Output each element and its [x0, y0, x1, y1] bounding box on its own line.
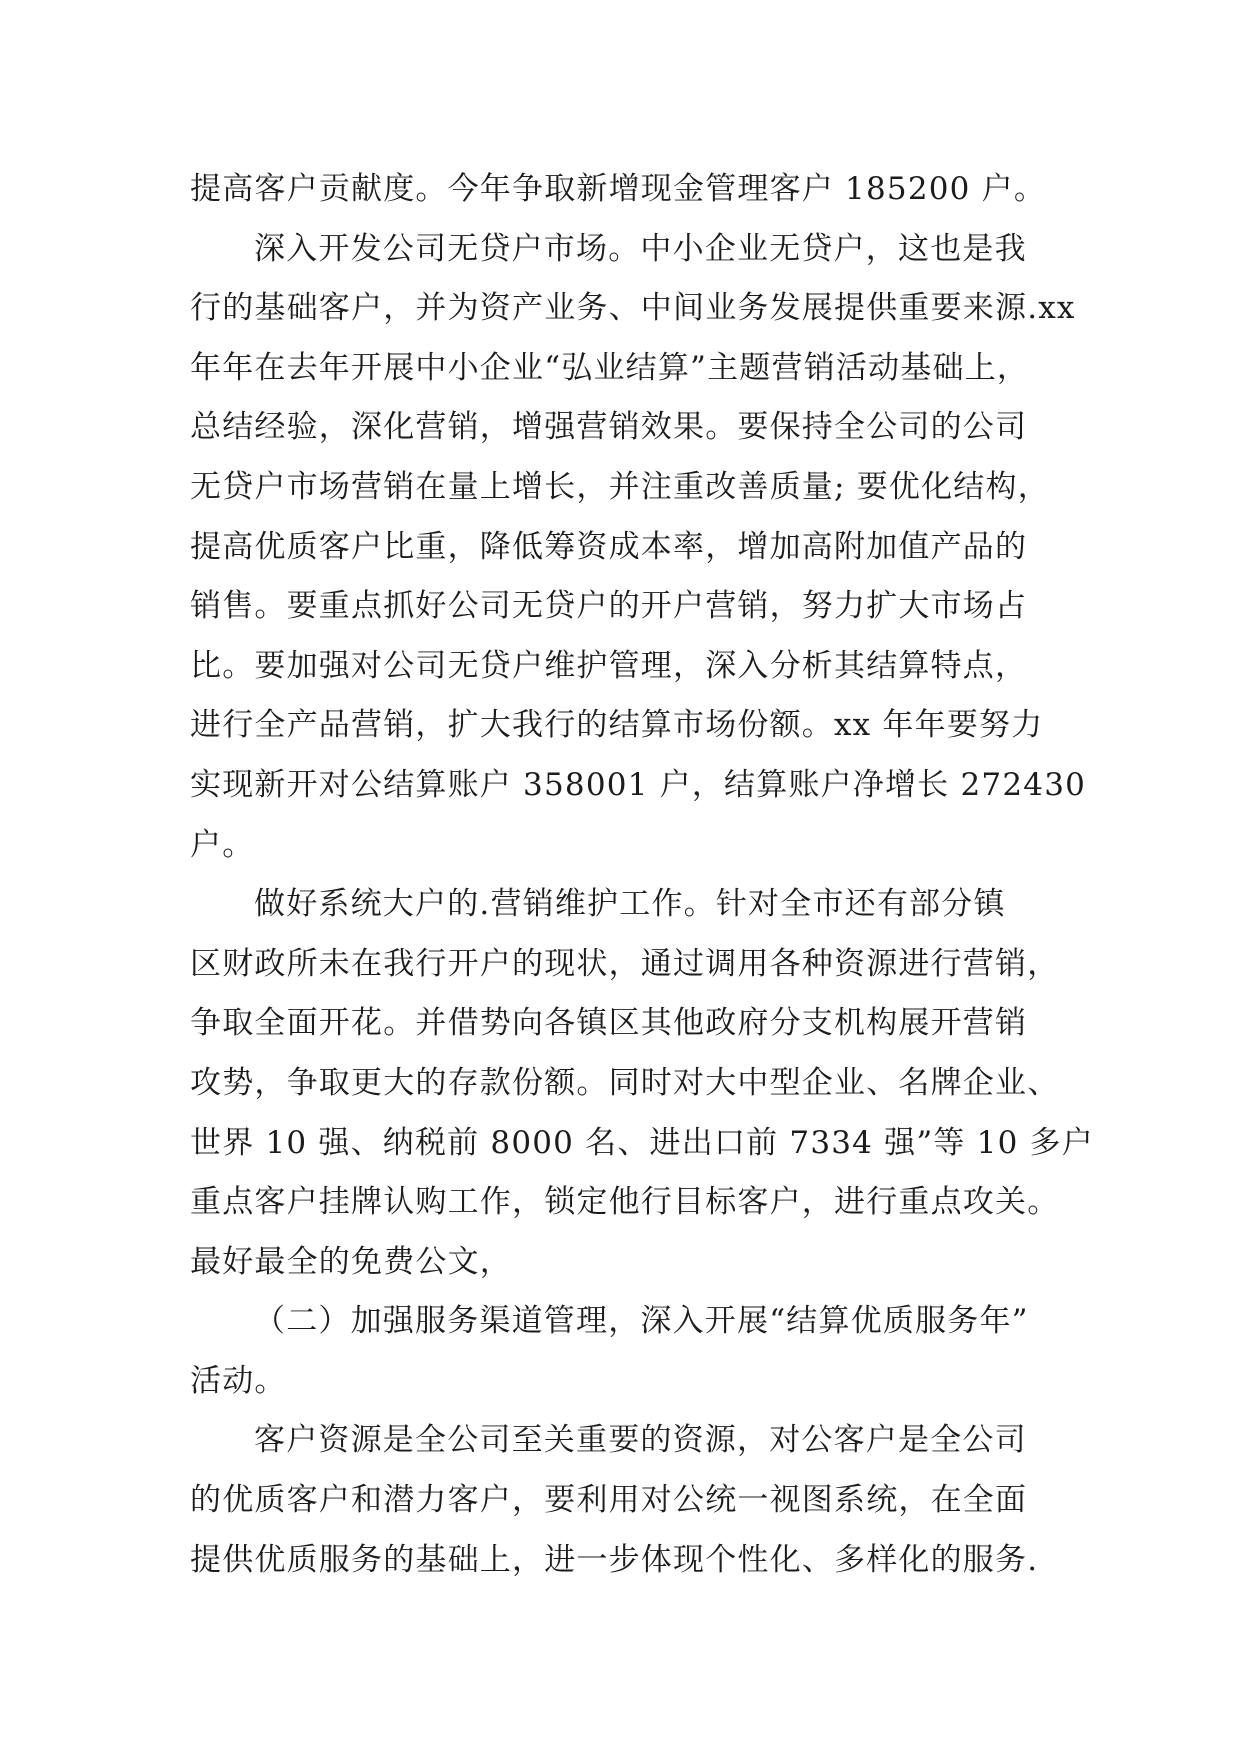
text-line: 行的基础客户，并为资产业务、中间业务发展提供重要来源.xx	[190, 290, 1076, 327]
text-line: 销售。要重点抓好公司无贷户的开户营销，努力扩大市场占	[190, 588, 1028, 625]
text-line: 做好系统大户的.营销维护工作。针对全市还有部分镇	[254, 886, 1006, 923]
text-line: 活动。	[190, 1362, 287, 1399]
text-line: 深入开发公司无贷户市场。中小企业无贷户，这也是我	[254, 230, 1027, 267]
text-line: 提供优质服务的基础上，进一步体现个性化、多样化的服务.	[190, 1541, 1039, 1578]
text-line: 无贷户市场营销在量上增长，并注重改善质量; 要优化结构，	[190, 468, 1050, 505]
text-line: 实现新开对公结算账户 358001 户，结算账户净增长 272430	[190, 766, 1087, 803]
text-line: 年年在去年开展中小企业“弘业结算”主题营销活动基础上，	[190, 349, 1030, 386]
text-line: 总结经验，深化营销，增强营销效果。要保持全公司的公司	[190, 409, 1028, 446]
text-line: 重点客户挂牌认购工作，锁定他行目标客户，进行重点攻关。	[190, 1184, 1060, 1221]
text-line: 户。	[190, 826, 255, 863]
document-body	[190, 160, 1094, 1590]
text-line: 比。要加强对公司无贷户维护管理，深入分析其结算特点，	[190, 647, 1028, 684]
text-line: 的优质客户和潜力客户，要利用对公统一视图系统，在全面	[190, 1482, 1028, 1519]
text-line: 客户资源是全公司至关重要的资源，对公客户是全公司	[254, 1422, 1027, 1459]
text-line: 争取全面开花。并借势向各镇区其他政府分支机构展开营销	[190, 1005, 1028, 1042]
text-line: 区财政所未在我行开户的现状，通过调用各种资源进行营销，	[190, 945, 1060, 982]
text-line: 世界 10 强、纳税前 8000 名、进出口前 7334 强”等 10 多户	[190, 1124, 1094, 1161]
text-line: 攻势，争取更大的存款份额。同时对大中型企业、名牌企业、	[190, 1064, 1060, 1101]
text-line: 进行全产品营销，扩大我行的结算市场份额。xx 年年要努力	[190, 707, 1044, 744]
text-line: 提高优质客户比重，降低筹资成本率，增加高附加值产品的	[190, 528, 1028, 565]
text-line: 最好最全的免费公文，	[190, 1243, 512, 1280]
text-line: （二）加强服务渠道管理，深入开展“结算优质服务年”	[254, 1303, 1029, 1340]
text-line: 提高客户贡献度。今年争取新增现金管理客户 185200 户。	[190, 171, 1047, 207]
